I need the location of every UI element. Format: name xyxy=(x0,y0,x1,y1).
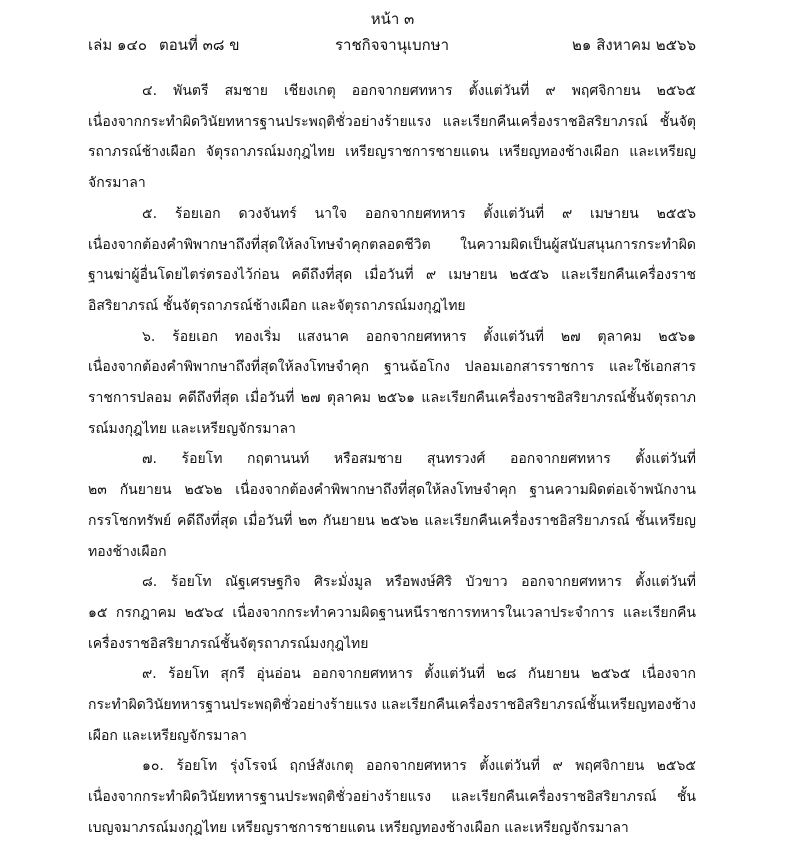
page-number: หน้า ๓ xyxy=(370,10,415,28)
order-item-9 xyxy=(88,659,696,751)
item-continuation: เนื่องจากต้องคำพิพากษาถึงที่สุดให้ลงโทษจำคุกตลอดชีวิต ในความผิดเป็นผู้สนับสนุนการกระทำผิด ฐานฆ่าผู้อื่นโดยไตร่ตรองไว้ก่อน คดีถึงที่สุด เมื่อวันที่ ๙ เมษายน ๒๕๕๖ และเรียกคืนเครื่องราชอิสริยาภรณ์ ชั้นจัตุรถาภรณ์ช้างเผือก และจัตุรถาภรณ์มงกุฎไทย xyxy=(88,236,696,314)
item-first-line: ๘. ร้อยโท ณัฐเศรษฐกิจ ศิระมั่งมูล หรือพงษ์ศิริ บัวขาว ออกจากยศทหาร ตั้งแต่วันที่ xyxy=(142,574,696,591)
item-first-line: ๔. พันตรี สมชาย เชียงเกตุ ออกจากยศทหาร ตั้งแต่วันที่ ๙ พฤศจิกายน ๒๕๖๕ xyxy=(142,83,696,99)
issue-date: ๒๑ สิงหาคม ๒๕๖๖ xyxy=(572,36,696,54)
page-header xyxy=(0,0,785,60)
item-first-line: ๑๐. ร้อยโท รุ่งโรจน์ ฤกษ์สังเกตุ ออกจากยศทหาร ตั้งแต่วันที่ ๙ พฤศจิกายน ๒๕๖๕ xyxy=(142,758,696,775)
order-item-7 xyxy=(88,444,696,567)
order-item-8 xyxy=(88,567,696,659)
section-label: ตอนที่ ๓๘ ข xyxy=(159,36,240,54)
item-continuation: ๑๕ กรกฎาคม ๒๕๖๔ เนื่องจากกระทำความผิดฐานหนีราชการทหารในเวลาประจำการ และเรียกคืน เครื่องราชอิสริยาภรณ์ชั้นจัตุรถาภรณ์มงกุฎไทย xyxy=(88,604,696,652)
item-continuation: เนื่องจากกระทำผิดวินัยทหารฐานประพฤติชั่วอย่างร้ายแรง และเรียกคืนเครื่องราชอิสริยาภรณ์ ชั้นเบญจมาภรณ์มงกุฎไทย เหรียญราชการชายแดน เหรียญทองช้างเผือก และเหรียญจักรมาลา xyxy=(88,789,696,836)
item-continuation: กระทำผิดวินัยทหารฐานประพฤติชั่วอย่างร้ายแรง และเรียกคืนเครื่องราชอิสริยาภรณ์ชั้นเหรียญทองช้างเผือก และเหรียญจักรมาลา xyxy=(88,697,696,744)
item-first-line: ๕. ร้อยเอก ดวงจันทร์ นาใจ ออกจากยศทหาร ตั้งแต่วันที่ ๙ เมษายน ๒๕๕๖ xyxy=(142,205,696,222)
order-item-10 xyxy=(88,751,696,843)
item-first-line: ๗. ร้อยโท กฤตานนท์ หรือสมชาย สุนทรวงศ์ ออกจากยศทหาร ตั้งแต่วันที่ xyxy=(142,451,696,468)
order-item-5 xyxy=(88,199,696,322)
document-body xyxy=(88,76,696,844)
header-row xyxy=(88,33,696,55)
item-first-line: ๙. ร้อยโท สุกรี อุ่นอ่อน ออกจากยศทหาร ตั้งแต่วันที่ ๒๘ กันยายน ๒๕๖๕ เนื่องจาก xyxy=(142,666,696,683)
item-first-line: ๖. ร้อยเอก ทองเริ่ม แสงนาค ออกจากยศทหาร ตั้งแต่วันที่ ๒๗ ตุลาคม ๒๕๖๑ xyxy=(142,328,696,345)
volume-label: เล่ม ๑๔๐ xyxy=(88,36,148,54)
gazette-title: ราชกิจจานุเบกษา xyxy=(334,36,450,54)
order-item-4 xyxy=(88,76,696,199)
item-continuation: ๒๓ กันยายน ๒๕๖๒ เนื่องจากต้องคำพิพากษาถึงที่สุดให้ลงโทษจำคุก ฐานความผิดต่อเจ้าพนักงาน กรรโชกทรัพย์ คดีถึงที่สุด เมื่อวันที่ ๒๓ กันยายน ๒๕๖๒ และเรียกคืนเครื่องราชอิสริยาภรณ์ ชั้นเหรียญทองช้างเผือก xyxy=(88,482,696,560)
item-continuation: เนื่องจากกระทำผิดวินัยทหารฐานประพฤติชั่วอย่างร้ายแรง และเรียกคืนเครื่องราชอิสริยาภรณ์ ชั้นจัตุรถาภรณ์ช้างเผือก จัตุรถาภรณ์มงกุฎไทย เหรียญราชการชายแดน เหรียญทองช้างเผือก และเหรียญจักรมาลา xyxy=(88,113,696,192)
order-item-6 xyxy=(88,322,696,445)
item-continuation: เนื่องจากต้องคำพิพากษาถึงที่สุดให้ลงโทษจำคุก ฐานฉ้อโกง ปลอมเอกสารราชการ และใช้เอกสารราชการปลอม คดีถึงที่สุด เมื่อวันที่ ๒๗ ตุลาคม ๒๕๖๑ และเรียกคืนเครื่องราชอิสริยาภรณ์ชั้นจัตุรถาภรณ์มงกุฎไทย และเหรียญจักรมาลา xyxy=(88,359,696,437)
